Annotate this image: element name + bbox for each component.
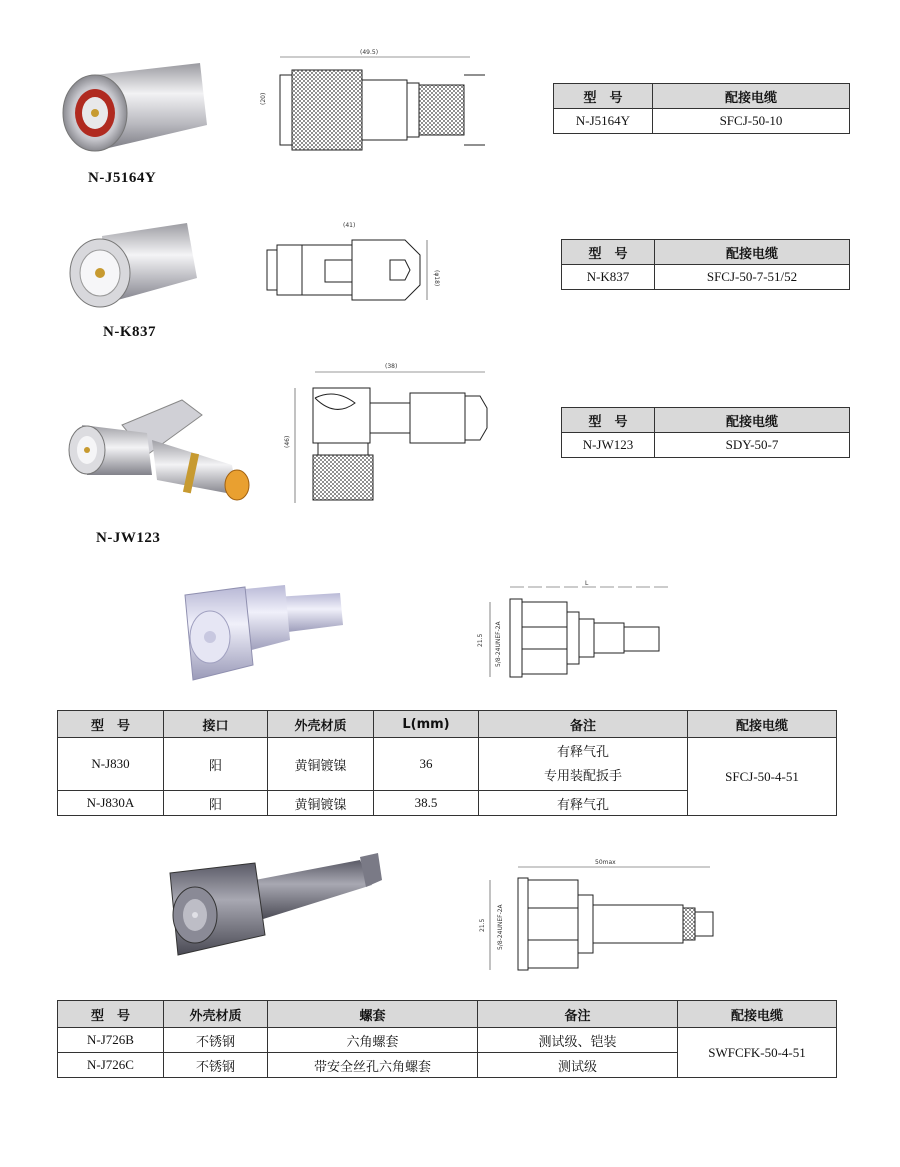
- cell-cable: SFCJ-50-4-51: [688, 738, 837, 816]
- header-model: 型 号: [562, 408, 655, 433]
- cell-model: N-J726B: [58, 1028, 164, 1053]
- header-material: 外壳材质: [164, 1001, 268, 1028]
- cell-note: 测试级、铠装: [478, 1028, 678, 1053]
- spec-table-n-j726: [57, 1000, 837, 1078]
- cell-cable: SFCJ-50-10: [653, 109, 850, 134]
- drawing-thread-label: 5/8-24UNEF-2A: [497, 904, 504, 950]
- drawing-diameter-label: 21.5: [477, 633, 484, 647]
- header-model: 型 号: [554, 84, 653, 109]
- cell-cable: SWFCFK-50-4-51: [678, 1028, 837, 1078]
- drawing-length-label: (49.5): [360, 49, 379, 56]
- product-photo-n-k837: [62, 218, 202, 318]
- cell-interface: 阳: [164, 791, 268, 816]
- cell-material: 黄铜镀镍: [268, 791, 374, 816]
- cell-model: N-JW123: [562, 433, 655, 458]
- cell-length: 36: [374, 738, 479, 791]
- cell-model: N-J5164Y: [554, 109, 653, 134]
- spec-table-n-j5164y: [553, 83, 850, 134]
- header-length: L(mm): [374, 711, 479, 738]
- note-line: 有释气孔: [556, 744, 609, 759]
- dimension-drawing-n-j726: [470, 850, 730, 975]
- table-row: [554, 109, 850, 134]
- cell-model: N-J726C: [58, 1053, 164, 1078]
- drawing-diameter-label: (φ18): [433, 270, 440, 287]
- header-cable: 配接电缆: [688, 711, 837, 738]
- drawing-length-label: 50max: [595, 859, 616, 866]
- header-cable: 配接电缆: [678, 1001, 837, 1028]
- product-photo-n-jw123: [62, 395, 257, 515]
- dimension-drawing-n-j5164y: [260, 45, 500, 160]
- spec-table-n-jw123: [561, 407, 850, 458]
- model-caption-n-j5164y: N-J5164Y: [88, 170, 157, 186]
- cell-model: N-J830A: [58, 791, 164, 816]
- drawing-length-label: (41): [343, 222, 356, 229]
- header-model: 型 号: [58, 711, 164, 738]
- drawing-length-label: (38): [385, 363, 398, 370]
- cell-length: 38.5: [374, 791, 479, 816]
- drawing-diameter-label: 21.5: [479, 918, 486, 932]
- model-caption-n-k837: N-K837: [103, 324, 156, 340]
- model-caption-n-jw123: N-JW123: [96, 530, 161, 546]
- note-line: 专用装配扳手: [543, 768, 622, 783]
- drawing-length-label: L: [585, 580, 589, 587]
- table-row: [562, 265, 850, 290]
- cell-interface: 阳: [164, 738, 268, 791]
- header-nut: 螺套: [268, 1001, 478, 1028]
- spec-table-n-k837: [561, 239, 850, 290]
- product-photo-n-j830: [175, 575, 350, 690]
- drawing-height-label: (46): [284, 435, 291, 448]
- header-material: 外壳材质: [268, 711, 374, 738]
- cell-material: 不锈钢: [164, 1053, 268, 1078]
- cell-model: N-J830: [58, 738, 164, 791]
- product-photo-n-j5164y: [55, 55, 215, 165]
- cell-cable: SFCJ-50-7-51/52: [655, 265, 850, 290]
- table-row: [58, 1028, 837, 1053]
- cell-material: 黄铜镀镍: [268, 738, 374, 791]
- header-model: 型 号: [58, 1001, 164, 1028]
- cell-note: [479, 738, 688, 791]
- dimension-drawing-n-jw123: [275, 358, 505, 518]
- header-cable: 配接电缆: [655, 240, 850, 265]
- drawing-diameter-label: (20): [260, 92, 267, 105]
- drawing-thread-label: 5/8-24UNEF-2A: [495, 621, 502, 667]
- dimension-drawing-n-k837: [255, 215, 455, 315]
- header-model: 型 号: [562, 240, 655, 265]
- cell-model: N-K837: [562, 265, 655, 290]
- cell-note: 测试级: [478, 1053, 678, 1078]
- cell-nut: 六角螺套: [268, 1028, 478, 1053]
- cell-note: 有释气孔: [479, 791, 688, 816]
- product-photo-n-j726: [160, 845, 385, 965]
- cell-cable: SDY-50-7: [655, 433, 850, 458]
- cell-nut: 带安全丝孔六角螺套: [268, 1053, 478, 1078]
- header-interface: 接口: [164, 711, 268, 738]
- header-cable: 配接电缆: [653, 84, 850, 109]
- header-cable: 配接电缆: [655, 408, 850, 433]
- cell-material: 不锈钢: [164, 1028, 268, 1053]
- dimension-drawing-n-j830: [470, 577, 680, 687]
- table-row: [562, 433, 850, 458]
- table-row: [58, 738, 837, 791]
- spec-table-n-j830: [57, 710, 837, 816]
- header-note: 备注: [479, 711, 688, 738]
- header-note: 备注: [478, 1001, 678, 1028]
